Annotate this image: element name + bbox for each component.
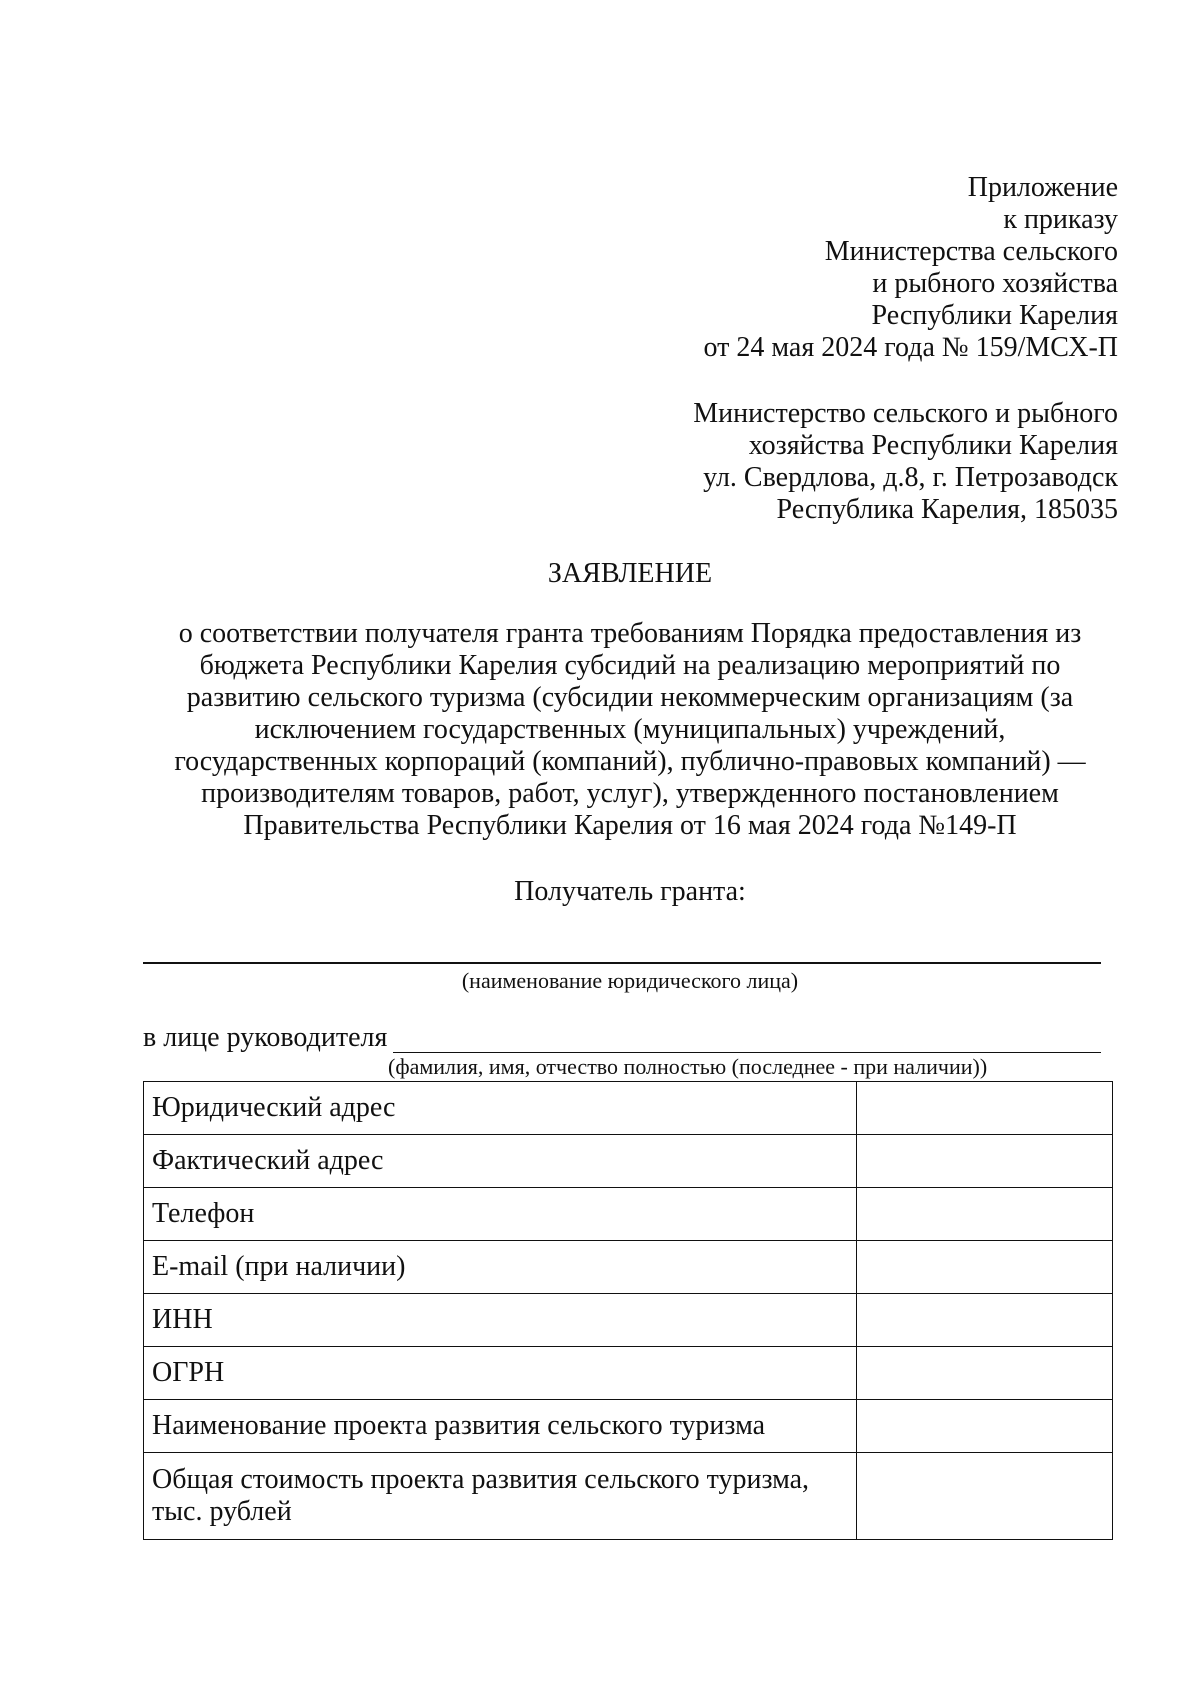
- table-row: [144, 1188, 1113, 1241]
- annex-line: Министерства сельского: [824, 236, 1118, 267]
- table-row: [144, 1347, 1113, 1400]
- annex-line: от 24 мая 2024 года № 159/МСХ-П: [703, 332, 1118, 363]
- document-title: ЗАЯВЛЕНИЕ: [547, 558, 713, 589]
- table-row: [144, 1241, 1113, 1294]
- head-name-caption: (фамилия, имя, отчество полностью (последнее - при наличии)): [388, 1054, 988, 1079]
- head-label: в лице руководителя: [143, 1022, 388, 1053]
- row-value-cell[interactable]: [856, 1135, 1112, 1188]
- table-row: [144, 1294, 1113, 1347]
- row-label: E-mail (при наличии): [144, 1241, 857, 1294]
- subject-line: развитию сельского туризма (субсидии некоммерческим организациям (за: [186, 682, 1074, 713]
- row-label: ОГРН: [144, 1347, 857, 1400]
- document-subject: [150, 618, 1110, 842]
- addressee-line: хозяйства Республики Карелия: [748, 430, 1118, 461]
- table-row: [144, 1400, 1113, 1453]
- entity-name-caption: (наименование юридического лица): [461, 968, 799, 993]
- row-value-cell[interactable]: [856, 1188, 1112, 1241]
- subject-line: производителям товаров, работ, услуг), утвержденного постановлением: [201, 778, 1059, 809]
- row-value-cell[interactable]: [856, 1082, 1112, 1135]
- subject-line: Правительства Республики Карелия от 16 мая 2024 года №149-П: [243, 810, 1017, 841]
- head-name-fill-line[interactable]: [393, 1052, 1101, 1053]
- table-row: [144, 1082, 1113, 1135]
- addressee-block: [693, 398, 1118, 526]
- row-label: Общая стоимость проекта развития сельского туризма, тыс. рублей: [144, 1453, 857, 1540]
- row-value-cell[interactable]: [856, 1453, 1112, 1540]
- subject-line: исключением государственных (муниципальных) учреждений,: [254, 714, 1006, 745]
- table-row: [144, 1453, 1113, 1540]
- annex-line: Республики Карелия: [871, 300, 1118, 331]
- subject-line: о соответствии получателя гранта требованиям Порядка предоставления из: [178, 618, 1082, 649]
- applicant-info-table: [143, 1081, 1113, 1540]
- addressee-line: Республика Карелия, 185035: [776, 494, 1118, 525]
- subject-line: бюджета Республики Карелия субсидий на реализацию мероприятий по: [199, 650, 1061, 681]
- row-value-cell[interactable]: [856, 1347, 1112, 1400]
- row-value-cell[interactable]: [856, 1241, 1112, 1294]
- row-label: Фактический адрес: [144, 1135, 857, 1188]
- row-label: Телефон: [144, 1188, 857, 1241]
- row-value-cell[interactable]: [856, 1400, 1112, 1453]
- annex-block: [704, 172, 1118, 364]
- addressee-line: ул. Свердлова, д.8, г. Петрозаводск: [703, 462, 1118, 493]
- subject-line: государственных корпораций (компаний), публично-правовых компаний) —: [174, 746, 1086, 777]
- annex-line: Приложение: [967, 172, 1118, 203]
- addressee-line: Министерство сельского и рыбного: [693, 398, 1118, 429]
- annex-line: к приказу: [1003, 204, 1118, 235]
- row-value-cell[interactable]: [856, 1294, 1112, 1347]
- recipient-label: Получатель гранта:: [514, 876, 746, 907]
- table-row: [144, 1135, 1113, 1188]
- row-label: ИНН: [144, 1294, 857, 1347]
- annex-line: и рыбного хозяйства: [872, 268, 1118, 299]
- row-label: Юридический адрес: [144, 1082, 857, 1135]
- entity-name-fill-line[interactable]: [143, 962, 1101, 964]
- row-label: Наименование проекта развития сельского туризма: [144, 1400, 857, 1453]
